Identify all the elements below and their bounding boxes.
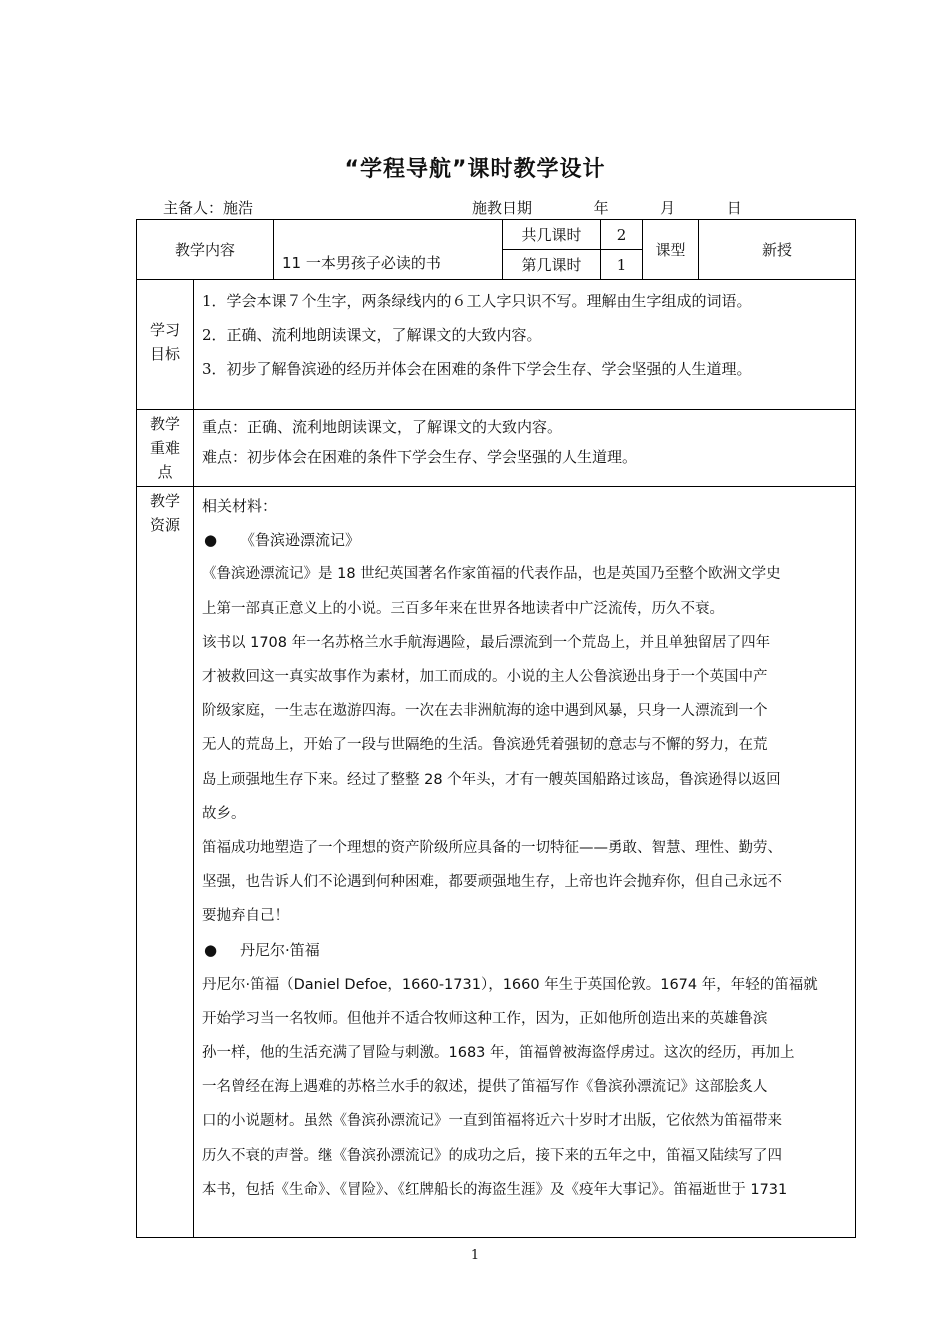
period-no-value: 1 (601, 250, 643, 280)
text-line: 岛上顽强地生存下来。经过了整整 28 个年头，才有一艘英国船路过该岛，鲁滨逊得以返回 (202, 771, 781, 788)
page-number: 1 (470, 1248, 480, 1263)
text-line: 开始学习当一名牧师。但他并不适合牧师这种工作，因为，正如他所创造出来的英雄鲁滨 (202, 1010, 768, 1027)
text-line: 上第一部真正意义上的小说。三百多年来在世界各地读者中广泛流传，历久不衰。 (202, 600, 724, 617)
goals-label: 学习 目标 (137, 280, 194, 410)
bullet-item: ● 《鲁滨逊漂流记》 (202, 523, 847, 557)
difficult-point: 难点：初步体会在困难的条件下学会生存、学会坚强的人生道理。 (202, 448, 638, 466)
day-label: 日 (726, 199, 742, 217)
type-label: 课型 (643, 220, 699, 280)
text-line: 要抛弃自己！ (202, 908, 289, 925)
type-value: 新授 (699, 220, 856, 280)
text-line: 笛福成功地塑造了一个理想的资产阶级所应具备的一切特征——勇敢、智慧、理性、勤劳、 (202, 839, 782, 856)
month-label: 月 (660, 199, 676, 217)
preparer: 主备人：施浩 (163, 199, 254, 217)
resources-intro: 相关材料： (202, 497, 278, 515)
text-line: 本书，包括《生命》、《冒险》、《红牌船长的海盗生涯》及《疫年大事记》。笛福逝世于 1731 (202, 1181, 788, 1198)
resources-label: 教学 资源 (137, 487, 194, 1238)
text-line: 故乡。 (202, 805, 246, 822)
total-periods-label: 共几课时 (503, 220, 601, 250)
goal-item: 2．正确、流利地朗读课文，了解课文的大致内容。 (202, 326, 542, 344)
text-line: 历久不衰的声誉。继《鲁滨孙漂流记》的成功之后，接下来的五年之中，笛福又陆续写了四 (202, 1147, 782, 1164)
bullet-icon: ● (204, 941, 218, 960)
goals-cell (194, 280, 856, 410)
text-line: 孙一样，他的生活充满了冒险与刺激。1683 年，笛福曾被海盗俘虏过。这次的经历，再加上 (202, 1045, 795, 1061)
lesson-plan-table (136, 219, 856, 1238)
text-line: 该书以 1708 年一名苏格兰水手航海遇险，最后漂流到一个荒岛上，并且单独留居了四年 (202, 634, 771, 651)
text-line: 一名曾经在海上遇难的苏格兰水手的叙述，提供了笛福写作《鲁滨孙漂流记》这部脍炙人 (202, 1079, 768, 1096)
goal-item: 1．学会本课７个生字，两条绿线内的６工人字只识不写。理解由生字组成的词语。 (202, 292, 752, 310)
lesson-title: 11 一本男孩子必读的书 (274, 220, 503, 280)
period-no-label: 第几课时 (503, 250, 601, 280)
text-line: 才被救回这一真实故事作为素材，加工而成的。小说的主人公鲁滨逊出身于一个英国中产 (202, 668, 768, 685)
date-label: 施教日期 (472, 199, 533, 217)
keys-cell (194, 410, 856, 487)
document-title: “学程导航”课时教学设计 (344, 157, 606, 182)
year-label: 年 (593, 199, 609, 217)
bullet-item: ● 丹尼尔·笛福 (202, 933, 847, 967)
text-line: 《鲁滨逊漂流记》是 18 世纪英国著名作家笛福的代表作品，也是英国乃至整个欧洲文学史 (202, 566, 781, 583)
key-point: 重点：正确、流利地朗读课文，了解课文的大致内容。 (202, 418, 563, 436)
bullet-icon: ● (204, 531, 218, 550)
teaching-date (472, 197, 742, 218)
text-line: 无人的荒岛上，开始了一段与世隔绝的生活。鲁滨逊凭着强韧的意志与不懈的努力，在荒 (202, 737, 768, 754)
content-label: 教学内容 (137, 220, 274, 280)
goal-item: 3．初步了解鲁滨逊的经历并体会在困难的条件下学会生存、学会坚强的人生道理。 (202, 360, 752, 378)
text-line: 丹尼尔·笛福（Daniel Defoe，1660-1731），1660 年生于英国伦敦。1674 年，年轻的笛福就 (202, 976, 818, 993)
text-line: 口的小说题材。虽然《鲁滨孙漂流记》一直到笛福将近六十岁时才出版，它依然为笛福带来 (202, 1113, 782, 1130)
keys-label: 教学 重难 点 (137, 410, 194, 487)
text-line: 阶级家庭，一生志在遨游四海。一次在去非洲航海的途中遇到风暴，只身一人漂流到一个 (202, 703, 768, 720)
total-periods-value: 2 (601, 220, 643, 250)
resources-cell (194, 487, 856, 1238)
text-line: 坚强，也告诉人们不论遇到何种困难，都要顽强地生存，上帝也许会抛弃你，但自己永远不 (202, 874, 782, 891)
